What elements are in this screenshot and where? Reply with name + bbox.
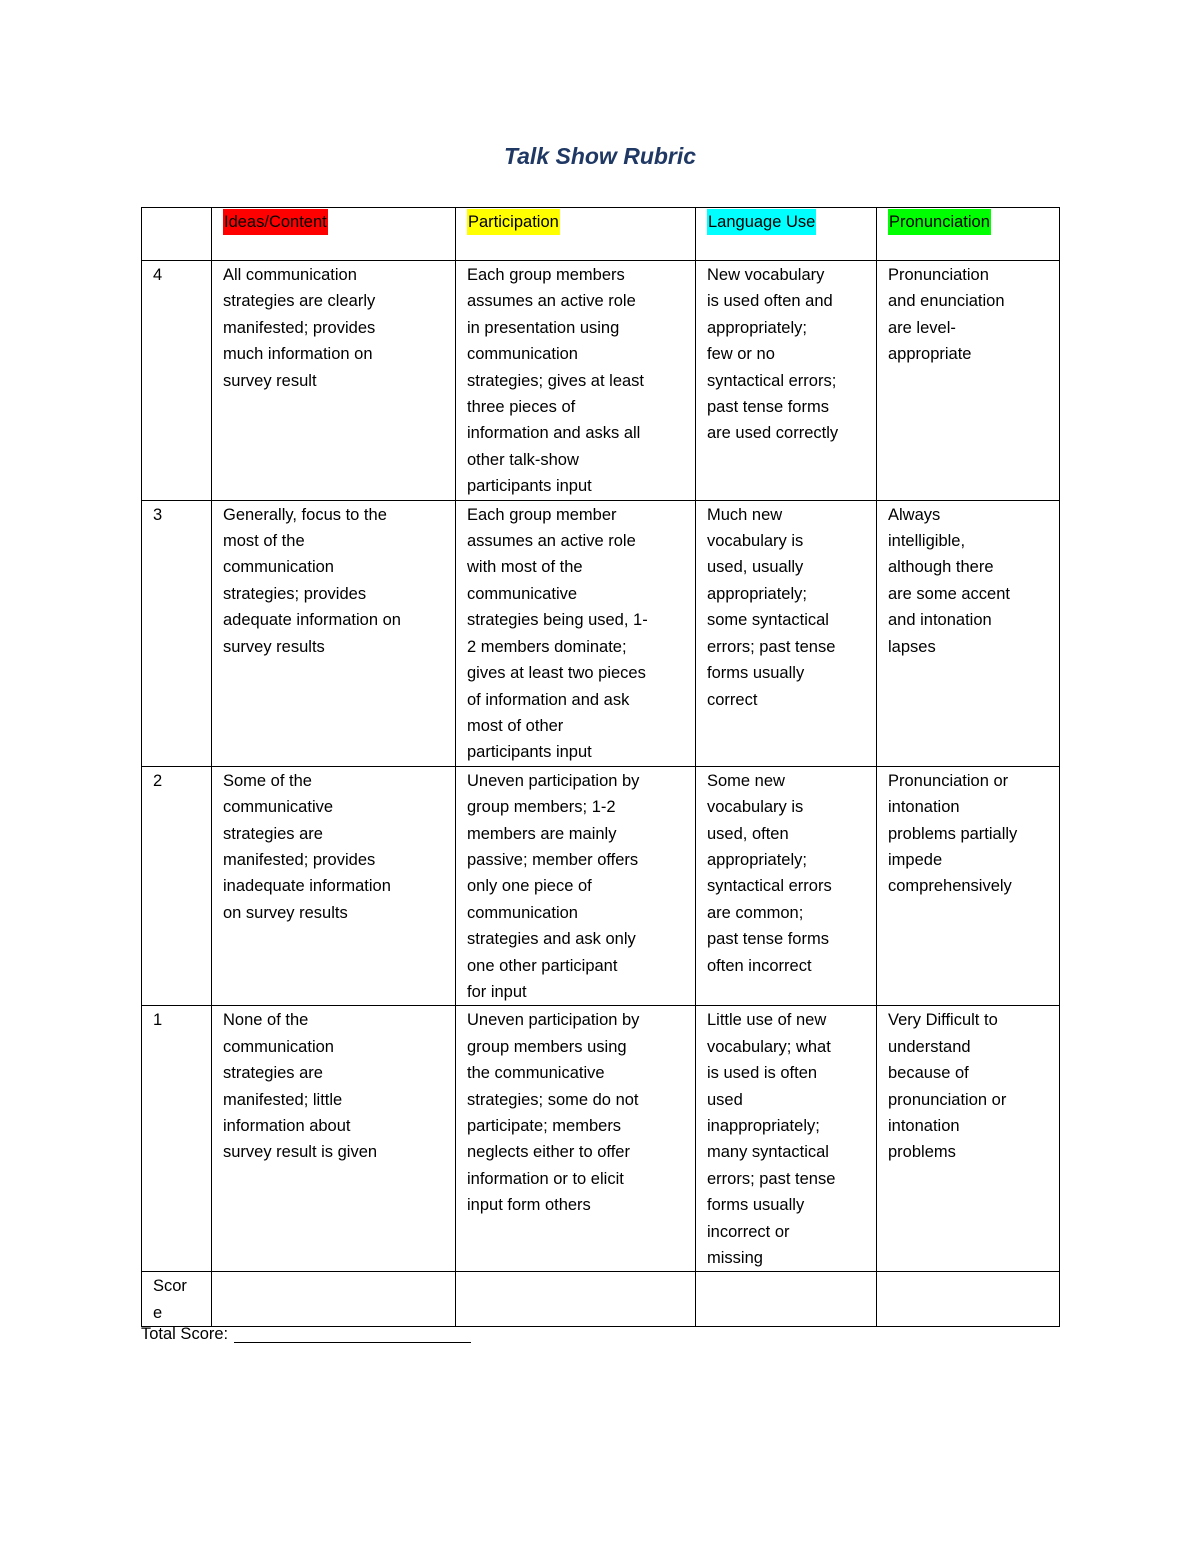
rubric-table [141,207,1060,1327]
score-level: 1 [142,1006,212,1272]
total-score [141,1321,471,1347]
total-score-label: Total Score: [141,1325,229,1343]
document-title: Talk Show Rubric [503,143,697,169]
header-language-use: Language Use [707,209,816,235]
header-corner-cell [142,208,212,261]
criteria-cell: Little use of new vocabulary; what is used is often used inappropriately; many syntactical errors; past tense forms usually incorrect or missing [696,1006,877,1272]
criteria-cell: Uneven participation by group members using the communicative strategies; some do not participate; members neglects either to offer information or to elicit input form others [456,1006,696,1272]
score-cell-language[interactable] [696,1272,877,1327]
criteria-cell: Much new vocabulary is used, usually appropriately; some syntactical errors; past tense forms usually correct [696,500,877,766]
criteria-cell: Each group member assumes an active role with most of the communicative strategies being used, 1- 2 members dominate; gives at least two pieces of information and ask most of other participants input [456,500,696,766]
table-row-score-2 [142,766,1060,1006]
score-level: 4 [142,261,212,501]
header-row [142,208,1060,261]
criteria-cell: Some new vocabulary is used, often appropriately; syntactical errors are common; past tense forms often incorrect [696,766,877,1006]
criteria-cell: Very Difficult to understand because of pronunciation or intonation problems [877,1006,1060,1272]
table-row-score-3 [142,500,1060,766]
score-cell-pronunciation[interactable] [877,1272,1060,1327]
total-score-blank[interactable] [234,1322,471,1343]
score-level: 2 [142,766,212,1006]
table-row-score-4 [142,261,1060,501]
table-row-score-1 [142,1006,1060,1272]
score-cell-ideas[interactable] [212,1272,456,1327]
criteria-cell: Some of the communicative strategies are manifested; provides inadequate information on survey results [212,766,456,1006]
criteria-cell: Generally, focus to the most of the communication strategies; provides adequate information on survey results [212,500,456,766]
criteria-cell: Pronunciation and enunciation are level- appropriate [877,261,1060,501]
criteria-cell: Uneven participation by group members; 1-2 members are mainly passive; member offers only one piece of communication strategies and ask only one other participant for input [456,766,696,1006]
score-level: 3 [142,500,212,766]
score-row [142,1272,1060,1327]
criteria-cell: All communication strategies are clearly manifested; provides much information on survey result [212,261,456,501]
score-cell-participation[interactable] [456,1272,696,1327]
criteria-cell: Pronunciation or intonation problems partially impede comprehensively [877,766,1060,1006]
criteria-cell: Always intelligible, although there are some accent and intonation lapses [877,500,1060,766]
header-ideas-content: Ideas/Content [223,209,328,235]
criteria-cell: None of the communication strategies are manifested; little information about survey result is given [212,1006,456,1272]
header-participation: Participation [467,209,560,235]
header-pronunciation: Pronunciation [888,209,991,235]
criteria-cell: New vocabulary is used often and appropriately; few or no syntactical errors; past tense forms are used correctly [696,261,877,501]
criteria-cell: Each group members assumes an active role in presentation using communication strategies; gives at least three pieces of information and asks all other talk-show participants input [456,261,696,501]
score-row-label: Scor e [142,1272,212,1327]
